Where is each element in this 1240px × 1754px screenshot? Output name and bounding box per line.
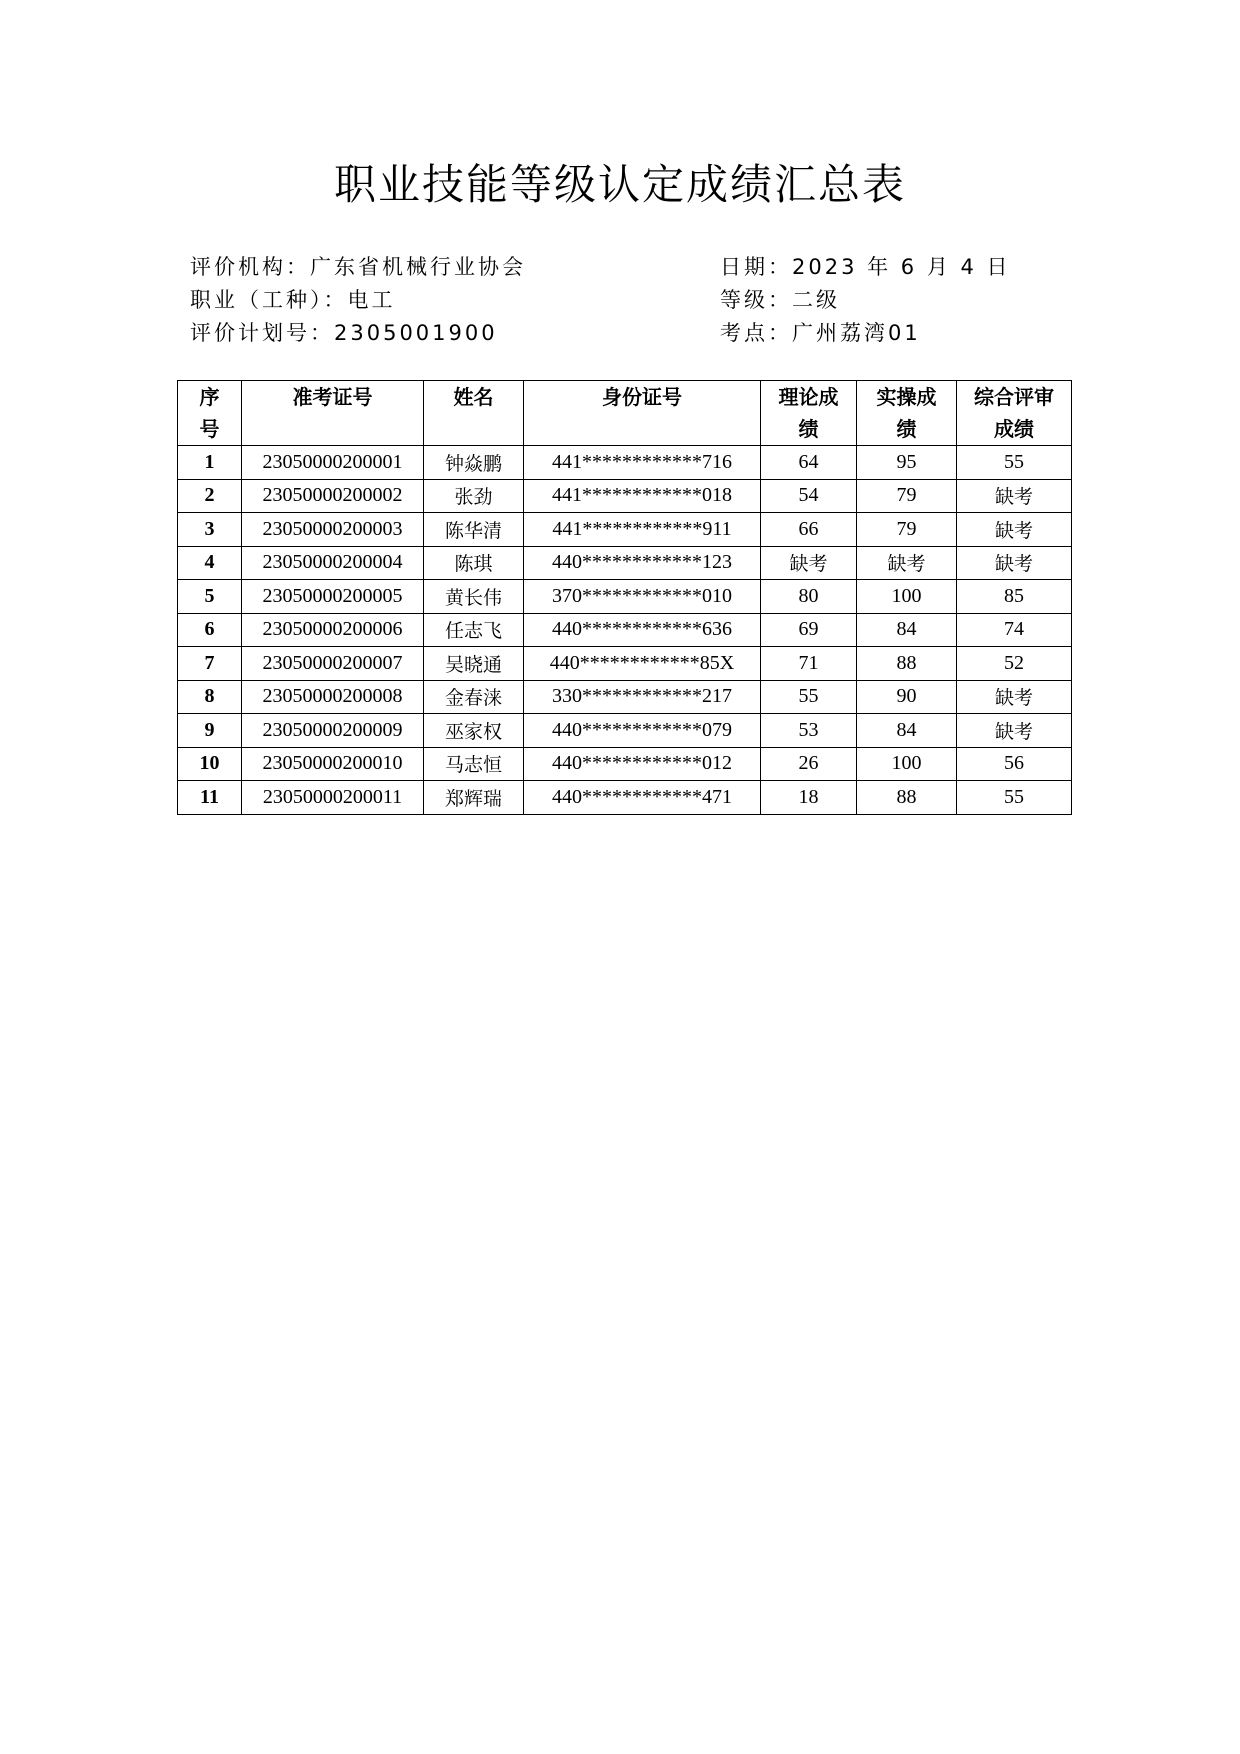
- cell-overall: 55: [957, 781, 1072, 815]
- cell-id-no: 440************079: [524, 714, 761, 748]
- cell-name: 郑辉瑞: [424, 781, 524, 815]
- cell-theory: 53: [761, 714, 857, 748]
- cell-practice: 84: [857, 714, 957, 748]
- occupation-value: 电工: [347, 288, 396, 312]
- cell-overall: 56: [957, 747, 1072, 781]
- date-value: 2023 年 6 月 4 日: [792, 255, 1011, 279]
- occupation-info: [190, 284, 396, 314]
- col-header-name: 姓名: [424, 381, 524, 446]
- cell-theory: 55: [761, 680, 857, 714]
- cell-theory: 64: [761, 446, 857, 480]
- cell-exam-no: 23050000200004: [242, 546, 424, 580]
- cell-seq: 7: [178, 647, 242, 681]
- cell-theory: 80: [761, 580, 857, 614]
- cell-exam-no: 23050000200010: [242, 747, 424, 781]
- table-row: [178, 647, 1072, 681]
- cell-overall: 缺考: [957, 546, 1072, 580]
- cell-exam-no: 23050000200011: [242, 781, 424, 815]
- cell-seq: 2: [178, 479, 242, 513]
- cell-exam-no: 23050000200009: [242, 714, 424, 748]
- site-info: [720, 317, 921, 347]
- cell-id-no: 330************217: [524, 680, 761, 714]
- cell-exam-no: 23050000200006: [242, 613, 424, 647]
- cell-practice: 88: [857, 781, 957, 815]
- cell-overall: 55: [957, 446, 1072, 480]
- cell-exam-no: 23050000200003: [242, 513, 424, 547]
- cell-exam-no: 23050000200008: [242, 680, 424, 714]
- cell-theory: 26: [761, 747, 857, 781]
- cell-seq: 3: [178, 513, 242, 547]
- cell-practice: 79: [857, 479, 957, 513]
- org-label: 评价机构：: [190, 255, 310, 279]
- cell-practice: 100: [857, 580, 957, 614]
- cell-id-no: 370************010: [524, 580, 761, 614]
- cell-seq: 6: [178, 613, 242, 647]
- level-info: [720, 284, 840, 314]
- date-label: 日期：: [720, 255, 792, 279]
- cell-seq: 10: [178, 747, 242, 781]
- cell-practice: 95: [857, 446, 957, 480]
- cell-name: 任志飞: [424, 613, 524, 647]
- table-row: [178, 714, 1072, 748]
- cell-theory: 18: [761, 781, 857, 815]
- level-value: 二级: [792, 288, 840, 312]
- cell-practice: 100: [857, 747, 957, 781]
- cell-practice: 缺考: [857, 546, 957, 580]
- cell-id-no: 440************636: [524, 613, 761, 647]
- plan-label: 评价计划号：: [190, 321, 334, 345]
- cell-seq: 8: [178, 680, 242, 714]
- col-header-exam-no: 准考证号: [242, 381, 424, 446]
- cell-exam-no: 23050000200002: [242, 479, 424, 513]
- cell-id-no: 440************123: [524, 546, 761, 580]
- table-row: [178, 513, 1072, 547]
- cell-name: 吴晓通: [424, 647, 524, 681]
- table-row: [178, 479, 1072, 513]
- cell-name: 张劲: [424, 479, 524, 513]
- cell-seq: 1: [178, 446, 242, 480]
- cell-name: 巫家权: [424, 714, 524, 748]
- col-header-overall: 综合评审成绩: [957, 381, 1072, 446]
- table-row: [178, 613, 1072, 647]
- col-header-theory: 理论成绩: [761, 381, 857, 446]
- table-row: [178, 446, 1072, 480]
- cell-name: 马志恒: [424, 747, 524, 781]
- cell-overall: 缺考: [957, 479, 1072, 513]
- cell-overall: 52: [957, 647, 1072, 681]
- cell-practice: 90: [857, 680, 957, 714]
- score-table: [177, 380, 1072, 815]
- site-label: 考点：: [720, 321, 792, 345]
- col-header-id-no: 身份证号: [524, 381, 761, 446]
- cell-exam-no: 23050000200001: [242, 446, 424, 480]
- cell-seq: 5: [178, 580, 242, 614]
- cell-name: 金春涞: [424, 680, 524, 714]
- org-info: [190, 251, 526, 281]
- cell-name: 陈琪: [424, 546, 524, 580]
- cell-name: 陈华清: [424, 513, 524, 547]
- table-row: [178, 680, 1072, 714]
- col-header-seq: 序号: [178, 381, 242, 446]
- occupation-label: 职业（工种）：: [190, 288, 348, 312]
- cell-theory: 66: [761, 513, 857, 547]
- plan-value: 2305001900: [334, 321, 498, 345]
- cell-seq: 4: [178, 546, 242, 580]
- cell-theory: 54: [761, 479, 857, 513]
- table-row: [178, 747, 1072, 781]
- table-row: [178, 580, 1072, 614]
- cell-exam-no: 23050000200007: [242, 647, 424, 681]
- cell-id-no: 440************85X: [524, 647, 761, 681]
- cell-overall: 缺考: [957, 513, 1072, 547]
- cell-seq: 9: [178, 714, 242, 748]
- cell-overall: 85: [957, 580, 1072, 614]
- table-row: [178, 781, 1072, 815]
- cell-exam-no: 23050000200005: [242, 580, 424, 614]
- table-row: [178, 546, 1072, 580]
- date-info: [720, 251, 1011, 281]
- cell-id-no: 441************018: [524, 479, 761, 513]
- org-value: 广东省机械行业协会: [310, 255, 526, 279]
- table-header-row: [178, 381, 1072, 446]
- cell-theory: 71: [761, 647, 857, 681]
- page-title: 职业技能等级认定成绩汇总表: [333, 160, 906, 209]
- cell-theory: 69: [761, 613, 857, 647]
- cell-name: 黄长伟: [424, 580, 524, 614]
- cell-overall: 缺考: [957, 680, 1072, 714]
- cell-name: 钟焱鹏: [424, 446, 524, 480]
- plan-info: [190, 317, 498, 347]
- cell-overall: 缺考: [957, 714, 1072, 748]
- cell-id-no: 440************471: [524, 781, 761, 815]
- col-header-practice: 实操成绩: [857, 381, 957, 446]
- cell-seq: 11: [178, 781, 242, 815]
- cell-id-no: 441************911: [524, 513, 761, 547]
- cell-practice: 84: [857, 613, 957, 647]
- cell-id-no: 440************012: [524, 747, 761, 781]
- cell-practice: 79: [857, 513, 957, 547]
- cell-overall: 74: [957, 613, 1072, 647]
- cell-practice: 88: [857, 647, 957, 681]
- cell-theory: 缺考: [761, 546, 857, 580]
- site-value: 广州荔湾01: [792, 321, 921, 345]
- level-label: 等级：: [720, 288, 792, 312]
- cell-id-no: 441************716: [524, 446, 761, 480]
